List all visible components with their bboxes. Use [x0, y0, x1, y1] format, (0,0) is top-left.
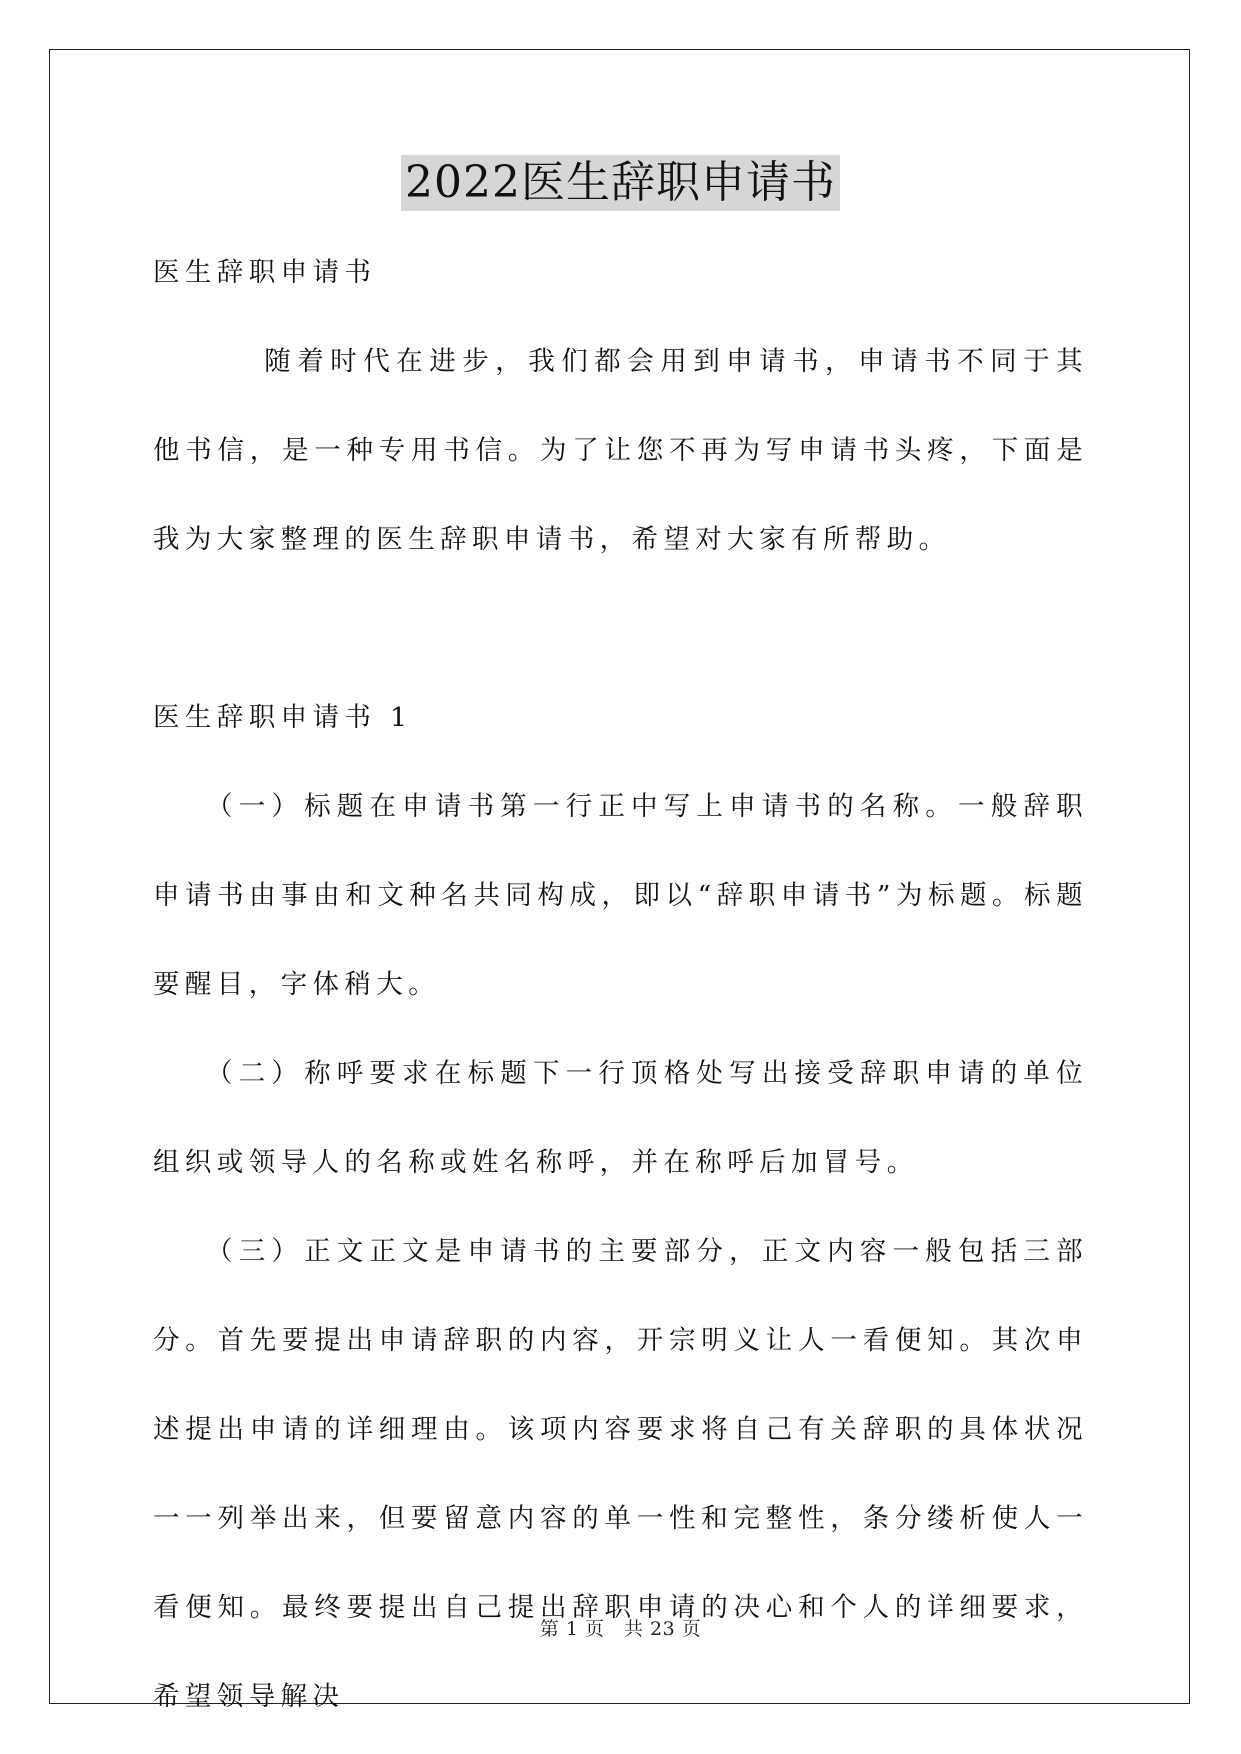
document-body [153, 228, 1088, 1741]
document-subtitle: 医生辞职申请书 [153, 257, 377, 288]
body-paragraph-title-rule: （一）标题在申请书第一行正中写上申请书的名称。一般辞职申请书由事由和文种名共同构成，即以“辞职申请书”为标题。标题要醒目，字体稍大。 [153, 791, 1088, 1000]
body-paragraph-salutation-rule: （二）称呼要求在标题下一行顶格处写出接受辞职申请的单位组织或领导人的名称或姓名称呼，并在称呼后加冒号。 [153, 1058, 1088, 1178]
document-title-wrapper [0, 155, 1241, 211]
section-heading: 医生辞职申请书 1 [153, 702, 413, 733]
intro-paragraph: 随着时代在进步，我们都会用到申请书，申请书不同于其他书信，是一种专用书信。为了让您不再为写申请书头疼，下面是我为大家整理的医生辞职申请书，希望对大家有所帮助。 [153, 346, 1088, 555]
page-footer: 第 1 页 共 23 页 [539, 1618, 702, 1640]
document-title: 2022医生辞职申请书 [401, 155, 840, 211]
paragraph-spacer [153, 584, 1088, 673]
body-paragraph-main-text-rule: （三）正文正文是申请书的主要部分，正文内容一般包括三部分。首先要提出申请辞职的内容，开宗明义让人一看便知。其次申述提出申请的详细理由。该项内容要求将自己有关辞职的具体状况一一列举出来，但要留意内容的单一性和完整性，条分缕析使人一看便知。最终要提出自己提出辞职申请的决心和个人的详细要求，希望领导解决 [153, 1236, 1088, 1712]
